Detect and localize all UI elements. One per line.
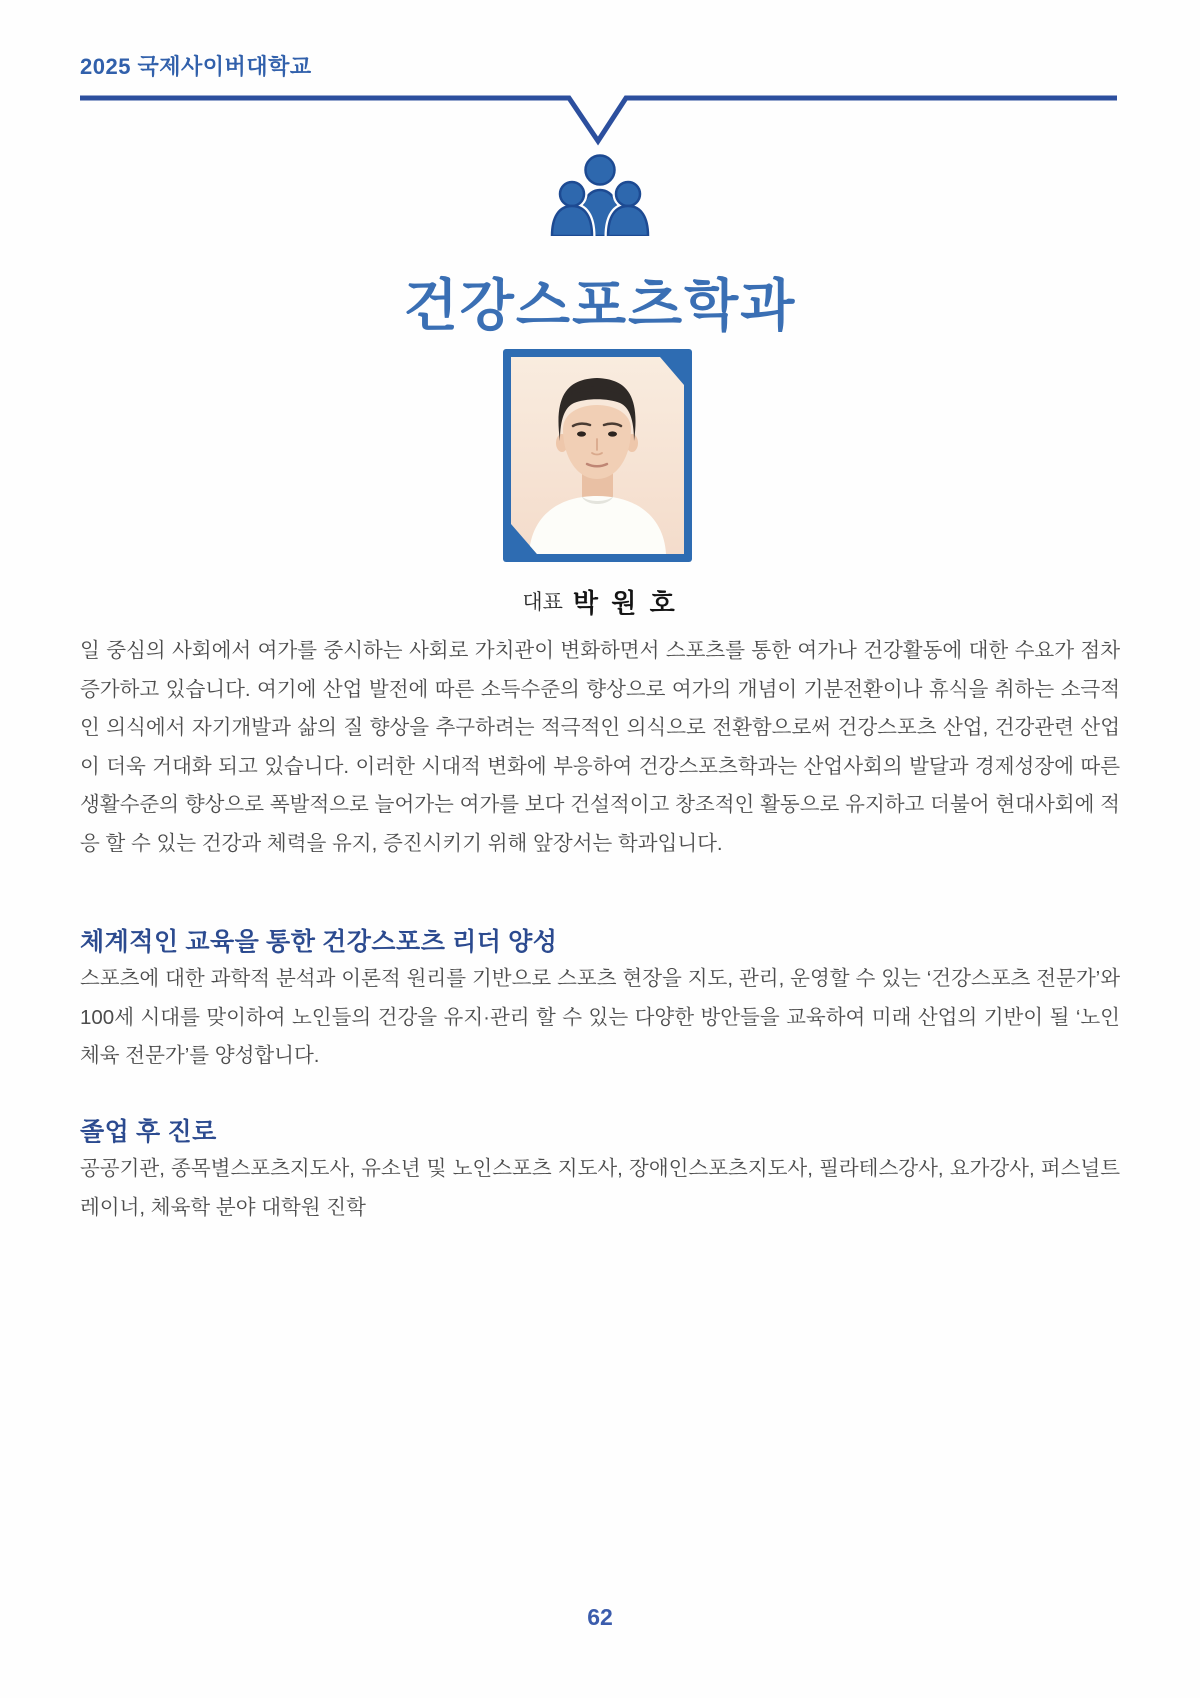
header-rule-notch xyxy=(0,95,1200,147)
representative-name: 박 원 호 xyxy=(572,587,678,618)
section-body-career-paths: 공공기관, 종목별스포츠지도사, 유소년 및 노인스포츠 지도사, 장애인스포츠지도사, 필라테스강사, 요가강사, 퍼스널트레이너, 체육학 분야 대학원 진학 xyxy=(80,1157,1120,1219)
department-title: 건강스포츠학과 xyxy=(403,274,797,337)
photo-caption xyxy=(0,583,1200,619)
header-brand: 2025 국제사이버대학교 xyxy=(80,54,312,79)
people-group-icon xyxy=(545,150,655,236)
department-intro-paragraph: 일 중심의 사회에서 여가를 중시하는 사회로 가치관이 변화하면서 스포츠를 통한 여가나 건강활동에 대한 수요가 점차 증가하고 있습니다. 여기에 산업 발전에 따른 소득수준의 향상으로 여가의 개념이 기분전환이나 휴식을 취하는 소극적인 의식에서 자기개발과 삶의 질 향상을 추구하려는 적극적인 의식으로 전환함으로써 건강스포츠 산업, 건강관련 산업이 더욱 거대화 되고 있습니다. 이러한 시대적 변화에 부응하여 건강스포츠학과는 산업사회의 발달과 경제성장에 따른 생활수준의 향상으로 폭발적으로 늘어가는 여가를 보다 건설적이고 창조적인 활동으로 유지하고 더불어 현대사회에 적응 할 수 있는 건강과 체력을 유지, 증진시키기 위해 앞장서는 학과입니다. xyxy=(80,639,1120,855)
representative-portrait xyxy=(511,357,684,554)
section-body-leader-training: 스포츠에 대한 과학적 분석과 이론적 원리를 기반으로 스포츠 현장을 지도, 관리, 운영할 수 있는 ‘건강스포츠 전문가’와 100세 시대를 맞이하여 노인들의 건강을 유지·관리 할 수 있는 다양한 방안들을 교육하여 미래 산업의 기반이 될 ‘노인체육 전문가’를 양성합니다. xyxy=(80,967,1120,1067)
page-number: 62 xyxy=(587,1604,613,1630)
section-heading-career-paths: 졸업 후 진로 xyxy=(80,1119,217,1146)
representative-photo-frame xyxy=(503,349,692,562)
representative-role-label: 대표 xyxy=(522,591,563,614)
section-heading-leader-training: 체계적인 교육을 통한 건강스포츠 리더 양성 xyxy=(80,929,558,956)
